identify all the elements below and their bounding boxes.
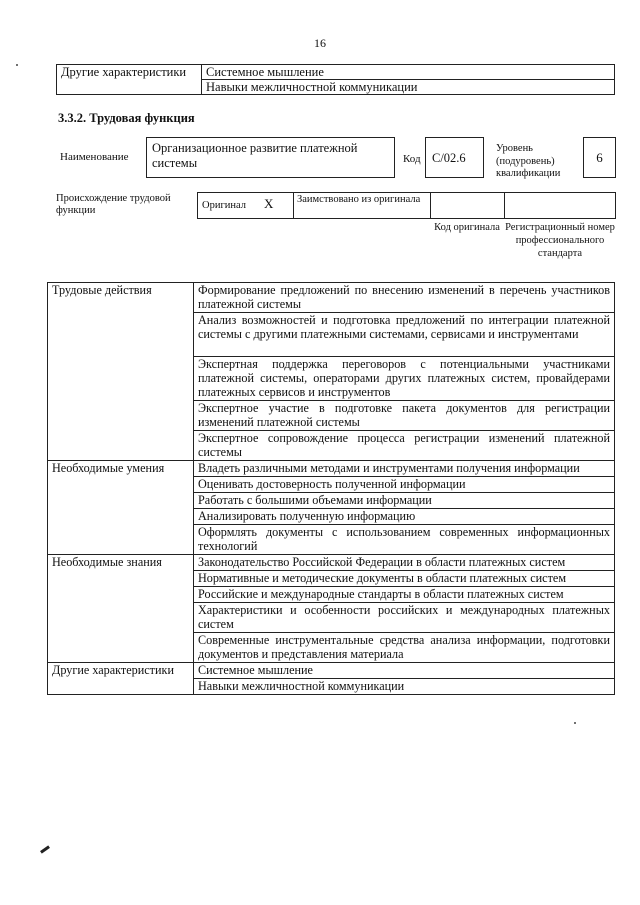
skill-item: Оценивать достоверность полученной информации [194, 477, 615, 493]
knowledge-item: Современные инструментальные средства анализа информации, подготовки документов и представления материала [194, 633, 615, 663]
reg-number-caption: Регистрационный номер профессионального стандарта [505, 222, 615, 259]
code-label: Код [403, 153, 421, 165]
skill-item: Анализировать полученную информацию [194, 509, 615, 525]
knowledge-item: Российские и международные стандарты в области платежных систем [194, 587, 615, 603]
labor-action: Формирование предложений по внесению изменений в перечень участников платежной системы [194, 283, 615, 313]
reg-number-box [504, 192, 616, 219]
top-table-row: Навыки межличностной коммуникации [202, 80, 615, 95]
top-table-label: Другие характеристики [57, 65, 202, 95]
section-label: Другие характеристики [48, 663, 194, 695]
knowledge-item: Нормативные и методические документы в области платежных систем [194, 571, 615, 587]
scan-speck [574, 722, 576, 724]
characteristic-item: Навыки межличностной коммуникации [194, 679, 615, 695]
top-characteristics-table [56, 64, 615, 95]
function-details-table [47, 282, 615, 695]
section-title: 3.3.2. Трудовая функция [58, 111, 195, 125]
level-label: Уровень (подуровень) квалификации [496, 143, 561, 179]
labor-action: Экспертная поддержка переговоров с потенциальными участниками платежной системы, операторами других платежных систем, провайдерами платежных сервисов и инструментов [194, 357, 615, 401]
original-code-caption: Код оригинала [434, 222, 500, 233]
top-table-row: Системное мышление [202, 65, 615, 80]
section-label: Трудовые действия [48, 283, 194, 461]
section-label: Необходимые умения [48, 461, 194, 555]
labor-action: Экспертное сопровождение процесса регистрации изменений платежной системы [194, 431, 615, 461]
pen-mark [40, 845, 50, 853]
section-label: Необходимые знания [48, 555, 194, 663]
knowledge-item: Законодательство Российской Федерации в области платежных систем [194, 555, 615, 571]
scan-speck [16, 64, 18, 66]
characteristic-item: Системное мышление [194, 663, 615, 679]
name-value: Организационное развитие платежной системы [152, 141, 358, 170]
original-code-box [430, 192, 505, 219]
page-number: 16 [314, 36, 326, 50]
original-label: Оригинал [202, 200, 246, 211]
name-label: Наименование [60, 151, 129, 163]
skill-item: Владеть различными методами и инструментами получения информации [194, 461, 615, 477]
code-value: C/02.6 [432, 151, 466, 165]
labor-action: Экспертное участие в подготовке пакета документов для регистрации изменений платежной системы [194, 401, 615, 431]
origin-label: Происхождение трудовой функции [56, 193, 171, 216]
labor-action: Анализ возможностей и подготовка предложений по интеграции платежной системы с другими платежными системами, сервисами и инструментами [194, 313, 615, 357]
original-mark: X [264, 196, 274, 211]
skill-item: Работать с большими объемами информации [194, 493, 615, 509]
borrowed-label: Заимствовано из оригинала [297, 194, 421, 205]
level-value: 6 [596, 150, 603, 165]
skill-item: Оформлять документы с использованием современных информационных технологий [194, 525, 615, 555]
knowledge-item: Характеристики и особенности российских и международных платежных систем [194, 603, 615, 633]
